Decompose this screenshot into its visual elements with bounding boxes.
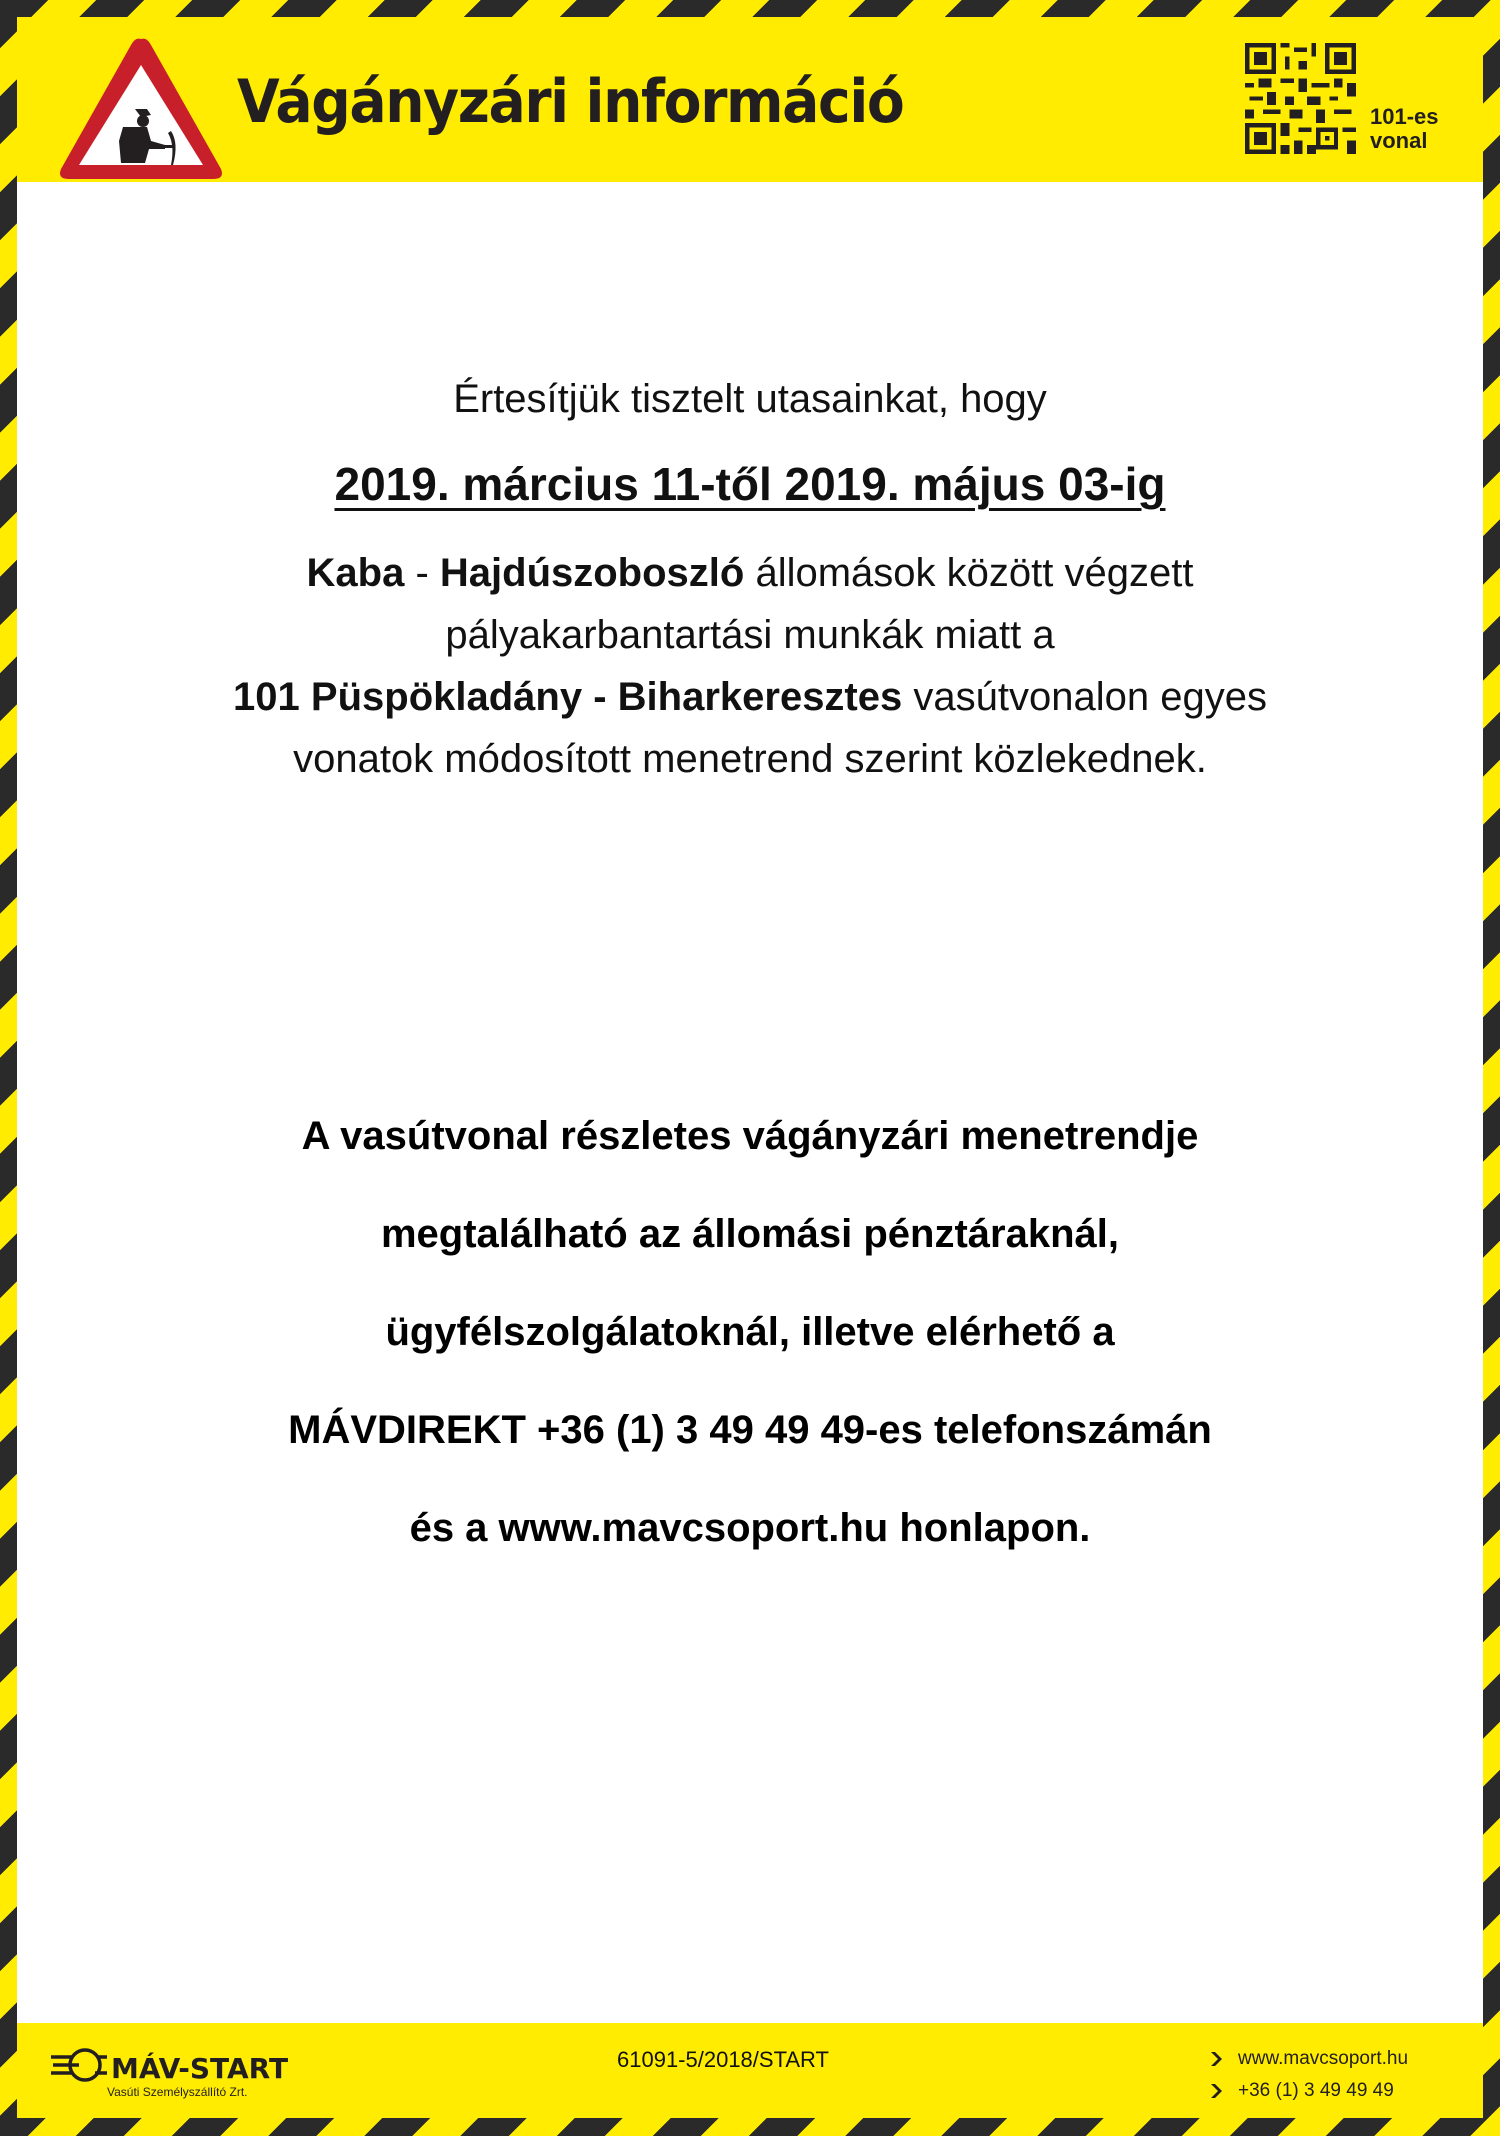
footer-band [17, 2023, 1483, 2118]
svg-text:MÁV-START: MÁV-START [111, 2052, 289, 2085]
separator: - [404, 551, 440, 595]
page-title: Vágányzári információ [237, 67, 904, 137]
line-number-text: 101-es [1370, 104, 1439, 129]
logo-subtitle: Vasúti Személyszállító Zrt. [107, 2085, 248, 2099]
description-text: vasútvonalon egyes [902, 675, 1267, 719]
closure-dates: 2019. március 11-től 2019. május 03-ig [334, 458, 1166, 510]
road-works-warning-icon [55, 31, 227, 186]
info-line: és a www.mavcsoport.hu honlapon. [409, 1506, 1091, 1550]
line-number-label [1370, 105, 1439, 153]
reference-number: 61091-5/2018/START [617, 2047, 829, 2072]
website-row [1210, 2043, 1408, 2075]
contact-info [1210, 2043, 1408, 2107]
info-line: ügyfélszolgálatoknál, illetve elérhető a [385, 1310, 1115, 1354]
description-text: állomások között végzett [744, 551, 1194, 595]
description-line-4: vonatok módosított menetrend szerint közlekednek. [293, 737, 1207, 781]
closure-description [17, 542, 1483, 790]
info-line: MÁVDIREKT +36 (1) 3 49 49 49-es telefonszámán [288, 1408, 1212, 1452]
header-band [17, 17, 1483, 182]
intro-text: Értesítjük tisztelt utasainkat, hogy [453, 377, 1047, 421]
station-from: Kaba [306, 551, 405, 595]
line-word-text: vonal [1370, 128, 1428, 153]
chevron-right-icon [1210, 2051, 1224, 2067]
info-line: A vasútvonal részletes vágányzári menetrendje [301, 1114, 1199, 1158]
phone-row [1210, 2075, 1408, 2107]
railway-line-name: 101 Püspökladány - Biharkeresztes [233, 675, 903, 719]
description-line-2: pályakarbantartási munkák miatt a [445, 613, 1055, 657]
description-line-1 [17, 542, 1483, 604]
qr-code-icon[interactable] [1245, 43, 1356, 154]
poster-sheet [17, 17, 1483, 2118]
timetable-info [17, 1087, 1483, 1577]
description-line-3 [17, 666, 1483, 728]
phone-number: +36 (1) 3 49 49 49 [1238, 2080, 1394, 2101]
website-link[interactable]: www.mavcsoport.hu [1238, 2048, 1409, 2069]
station-to: Hajdúszoboszló [439, 551, 745, 595]
info-line: megtalálható az állomási pénztáraknál, [380, 1212, 1120, 1256]
chevron-right-icon [1210, 2083, 1224, 2099]
